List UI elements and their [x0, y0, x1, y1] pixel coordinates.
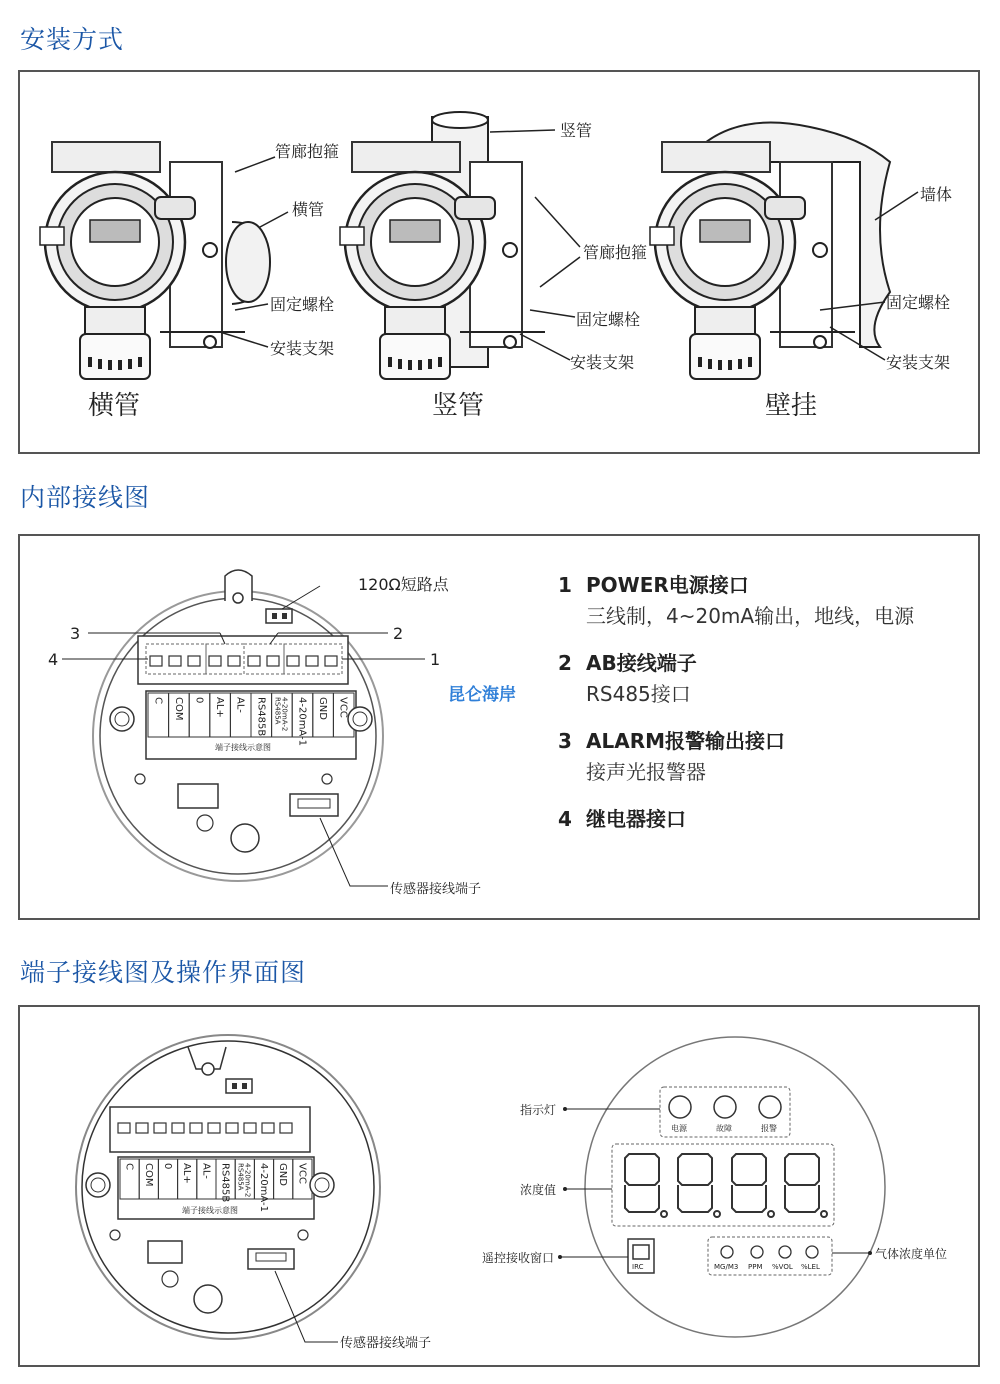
legend-title: POWER电源接口 — [586, 573, 749, 597]
unit-vol: %VOL — [772, 1263, 793, 1271]
label-bracket-h: 安装支架 — [270, 339, 335, 358]
terminal-label: 4-20mA-1 — [296, 697, 308, 747]
legend-item-2 — [558, 648, 968, 710]
legend-num: 3 — [558, 729, 572, 753]
terminal-label: AL- — [200, 1163, 212, 1179]
terminal-label: RS485A — [273, 697, 282, 725]
terminal-label: RS485A — [236, 1163, 245, 1191]
section-title-wiring: 内部接线图 — [20, 483, 151, 512]
legend-item-3 — [558, 726, 968, 788]
legend-num: 4 — [558, 807, 572, 831]
install-wall — [650, 123, 952, 422]
label-units: 气体浓度单位 — [875, 1247, 948, 1261]
legend-title: ALARM报警输出接口 — [586, 729, 786, 753]
label-short-point: 120Ω短路点 — [358, 575, 449, 594]
board-caption: 端子接线示意图 — [215, 743, 271, 752]
section-title-terminal: 端子接线图及操作界面图 — [20, 958, 307, 987]
terminal-label: GND — [277, 1163, 289, 1186]
terminal-label: AL+ — [214, 697, 226, 718]
caption-horizontal: 横管 — [88, 391, 141, 421]
label-remote: 遥控接收窗口 — [482, 1251, 555, 1265]
caption-vertical: 竖管 — [432, 391, 485, 421]
label-sensor-terminal: 传感器接线端子 — [390, 882, 482, 897]
label-sensor-terminal-2: 传感器接线端子 — [340, 1336, 432, 1351]
legend-desc: RS485接口 — [586, 682, 691, 706]
label-bolt-v: 固定螺栓 — [576, 310, 641, 329]
terminal-label: VCC — [296, 1163, 308, 1184]
caption-wall: 壁挂 — [765, 391, 818, 421]
legend-num: 2 — [558, 651, 572, 675]
legend-title: AB接线端子 — [586, 651, 697, 675]
terminal-label: 4-20mA-2 — [243, 1163, 252, 1198]
terminal-label: AL+ — [181, 1163, 193, 1184]
indicator-power: 电源 — [671, 1124, 687, 1133]
install-vertical — [340, 112, 647, 421]
install-horizontal — [40, 142, 339, 421]
terminal-label: 4-20mA-2 — [280, 697, 289, 732]
terminal-label: COM — [142, 1163, 154, 1187]
label-wall: 墙体 — [920, 185, 953, 204]
section-title-install: 安装方式 — [20, 25, 125, 54]
legend-desc: 三线制，4~20mA输出，地线，电源 — [586, 604, 915, 628]
callout-2: 2 — [393, 624, 404, 643]
terminal-label: C — [152, 697, 164, 704]
remote-mark: IRC — [632, 1263, 644, 1271]
indicator-fault: 故障 — [716, 1124, 732, 1133]
terminal-label: GND — [317, 697, 329, 720]
terminal-label: C — [123, 1163, 135, 1170]
terminal-label: RS485B — [255, 697, 267, 737]
label-bracket-w: 安装支架 — [886, 353, 951, 372]
callout-4: 4 — [48, 650, 59, 669]
terminal-label: 0 — [193, 697, 205, 704]
label-clamp-v: 管廊抱箍 — [583, 243, 648, 262]
terminal-label: COM — [172, 697, 184, 721]
legend-item-4 — [558, 804, 968, 834]
label-bracket-v: 安装支架 — [570, 353, 635, 372]
unit-lel: %LEL — [801, 1263, 820, 1271]
terminal-label: RS485B — [219, 1163, 231, 1203]
label-bolt-w: 固定螺栓 — [886, 293, 951, 312]
legend-item-1 — [558, 570, 968, 632]
legend-num: 1 — [558, 573, 572, 597]
unit-mgm3: MG/M3 — [714, 1263, 739, 1271]
terminal-label: VCC — [337, 697, 349, 718]
label-bolt-h: 固定螺栓 — [270, 295, 335, 314]
terminal-panel — [18, 1005, 980, 1367]
label-pipe-h: 横管 — [292, 200, 325, 219]
unit-ppm: PPM — [748, 1263, 763, 1271]
callout-3: 3 — [70, 624, 81, 643]
terminal-diagram — [20, 1007, 982, 1369]
brand-watermark: 昆仑海岸 — [448, 685, 516, 705]
wiring-legend — [558, 570, 968, 850]
install-panel — [18, 70, 980, 454]
install-diagram — [20, 72, 982, 456]
label-indicator: 指示灯 — [520, 1103, 557, 1117]
terminal-label: 4-20mA-1 — [258, 1163, 269, 1213]
label-clamp-h: 管廊抱箍 — [275, 142, 340, 161]
indicator-alarm: 报警 — [761, 1124, 777, 1133]
legend-title: 继电器接口 — [586, 807, 686, 831]
legend-desc: 接声光报警器 — [586, 760, 706, 784]
callout-1: 1 — [430, 650, 441, 669]
terminal-label: 0 — [162, 1163, 173, 1170]
label-pipe-v: 竖管 — [560, 121, 593, 140]
board-caption-2: 端子接线示意图 — [182, 1206, 238, 1215]
label-concentration: 浓度值 — [520, 1183, 557, 1197]
terminal-label: AL- — [234, 697, 246, 713]
